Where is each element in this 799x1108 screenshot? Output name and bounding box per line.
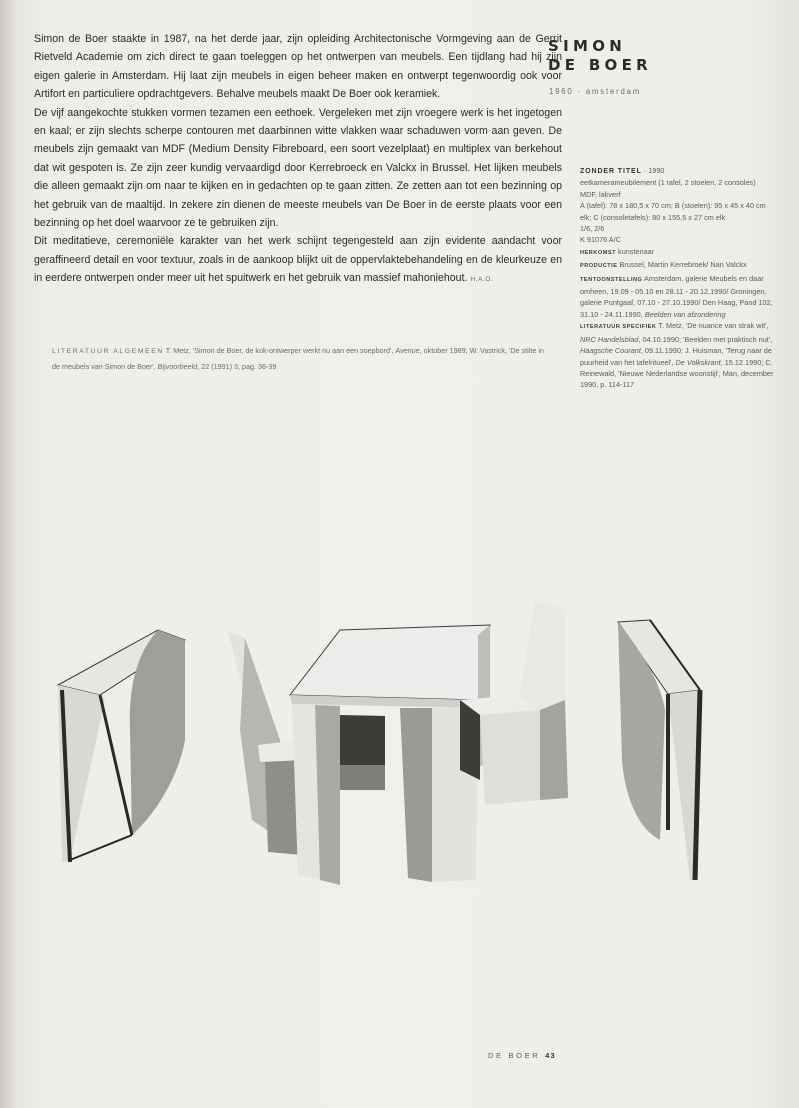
page-number: 43: [545, 1051, 556, 1060]
lit-specific-source-2: Haagsche Courant: [580, 346, 641, 356]
designer-name: [548, 37, 652, 75]
lit-text-2: , oktober 1989; W. Vastrick, 'De stilte in de meubels van Simon de Boer',: [52, 346, 544, 371]
exhibitions-label: TENTOONSTELLING: [580, 276, 643, 283]
furniture-photo: [40, 590, 770, 900]
specific-literature: [580, 320, 776, 390]
designer-first-name: SIMON: [548, 37, 627, 55]
book-spine-shadow: [0, 0, 14, 1108]
lit-specific-2: , 04.10.1990; 'Beelden met praktisch nut',: [638, 334, 773, 344]
object-edition: 1/6, 2/6: [580, 224, 605, 234]
production-label: PRODUCTIE: [580, 263, 618, 270]
lit-specific-source-3: De Volkskrant: [675, 357, 721, 367]
exhibitions-value: Amsterdam, galerie Meubels en daar omheen, 19.09 - 05.10 en 28.11 - 20.12.1990/ Groningen, galerie Puntgaaf, 07.10 - 27.10.1990/ Den Haag, Pand 102, 31.10 - 24.11.1990,: [580, 273, 773, 319]
paragraph-description: De vijf aangekochte stukken vormen tezamen een eethoek. Vergeleken met zijn vroegere werk is het ingetogen en kaal; er zijn slechts scherpe contouren met daarbinnen witte vlakken waar schaduwen vorm aan geven. De meubels zijn gemaakt van MDF (Medium Density Fibreboard, een soort vezelplaat) en multiplex van berkehout dat wit gespoten is. Ze zijn zeer kundig vervaardigd door Kerrebroeck en Valckx in Brussel. Het lijken meubels die alleen gemaakt zijn om naar te kijken en in gedachten op te gaan zitten. Ze zetten aan tot een bezinning op het gebruik van de maaltijd. In zekere zin dienen de meeste meubels van De Boer in de eerste plaats voor een bezinning op het doel waarvoor ze te gebruiken zijn.: [34, 106, 562, 230]
provenance: [580, 246, 776, 259]
designer-last-name: DE BOER: [548, 56, 653, 74]
chair-left: [228, 632, 302, 855]
object-inventory: K 91076 A/C: [580, 235, 621, 245]
article-text: [34, 30, 562, 290]
lit-specific-1: T. Metz, 'De nuance van strak wit',: [656, 321, 769, 331]
exhibitions-title: Beelden van afzondering: [644, 309, 726, 319]
paragraph-character: [34, 232, 562, 289]
general-literature-heading: LITERATUUR ALGEMEEN: [52, 348, 164, 355]
object-title-line: [580, 165, 776, 177]
provenance-value: kunstenaar: [616, 246, 655, 256]
console-left: [58, 630, 185, 862]
production: [580, 259, 776, 272]
paragraph-intro: Simon de Boer staakte in 1987, na het derde jaar, zijn opleiding Architectonische Vormgeving aan de Gerrit Rietveld Academie om zich direct te gaan toeleggen op het ontwerpen van meubels. Een tijdlang had hij zijn eigen galerie in Amsterdam. Hij laat zijn meubels in eigen beheer maken en ontwerpt tegenwoordig ook voor Artifort en particuliere opdrachtgevers. Behalve meubels maakt De Boer ook keramiek.: [34, 33, 562, 101]
lit-specific-3: , 09.11.1990; J. Huisman, 'Terug naar de puurheid van het tafelritueel',: [580, 346, 772, 367]
designer-birth: 1960 · amsterdam: [549, 87, 642, 96]
specific-literature-label: LITERATUUR SPECIFIEK: [580, 324, 657, 331]
lit-specific-4: , 15.12.1990; C. Reinewald, 'Nieuwe Nederlandse woonstijl', Man, december 1990, p. 114-117: [580, 357, 774, 390]
exhibitions: [580, 273, 776, 321]
lit-source-1: Avenue: [395, 346, 420, 355]
lit-specific-source-1: NRC Handelsblad: [580, 334, 639, 344]
lit-source-2: Bijvoorbeeld: [157, 362, 198, 371]
running-head: DE BOER: [488, 1051, 541, 1060]
lit-text-1: T. Metz, 'Simon de Boer, de kok-ontwerper werkt nu aan een soepbord',: [163, 346, 396, 355]
object-dimensions: A (tafel): 78 x 180,5 x 70 cm; B (stoelen): 95 x 45 x 40 cm elk; C (consoletafels): 80 x 155,5 x 27 cm elk: [580, 201, 766, 222]
author-initials: H.A.O.: [470, 276, 494, 284]
object-year: · 1990: [641, 166, 665, 175]
object-material: MDF, lakverf: [580, 189, 621, 199]
object-description: eetkamerameubilement (1 tafel, 2 stoelen, 2 consoles): [580, 178, 756, 188]
provenance-label: HERKOMST: [580, 249, 617, 256]
production-value: Brussel, Martin Kerrebroek/ Nan Valckx: [617, 260, 747, 270]
page-footer: [488, 1051, 556, 1060]
lit-text-3: , 22 (1991) 3, pag. 36-39: [197, 362, 277, 371]
general-literature: [52, 343, 552, 374]
object-record: [580, 165, 776, 391]
object-title: ZONDER TITEL: [580, 168, 642, 175]
paragraph-character-text: Dit meditatieve, ceremoniële karakter van het werk schijnt tegengesteld aan zijn evidente aandacht voor geraffineerd detail en voor textuur, zoals in de aankoop blijkt uit de oppervlaktebehandeling en de kleurkeuze en in eerdere ontwerpen onder meer uit het spuitwerk en het gebruik van massief mahoniehout.: [34, 235, 562, 285]
console-right: [618, 620, 700, 880]
